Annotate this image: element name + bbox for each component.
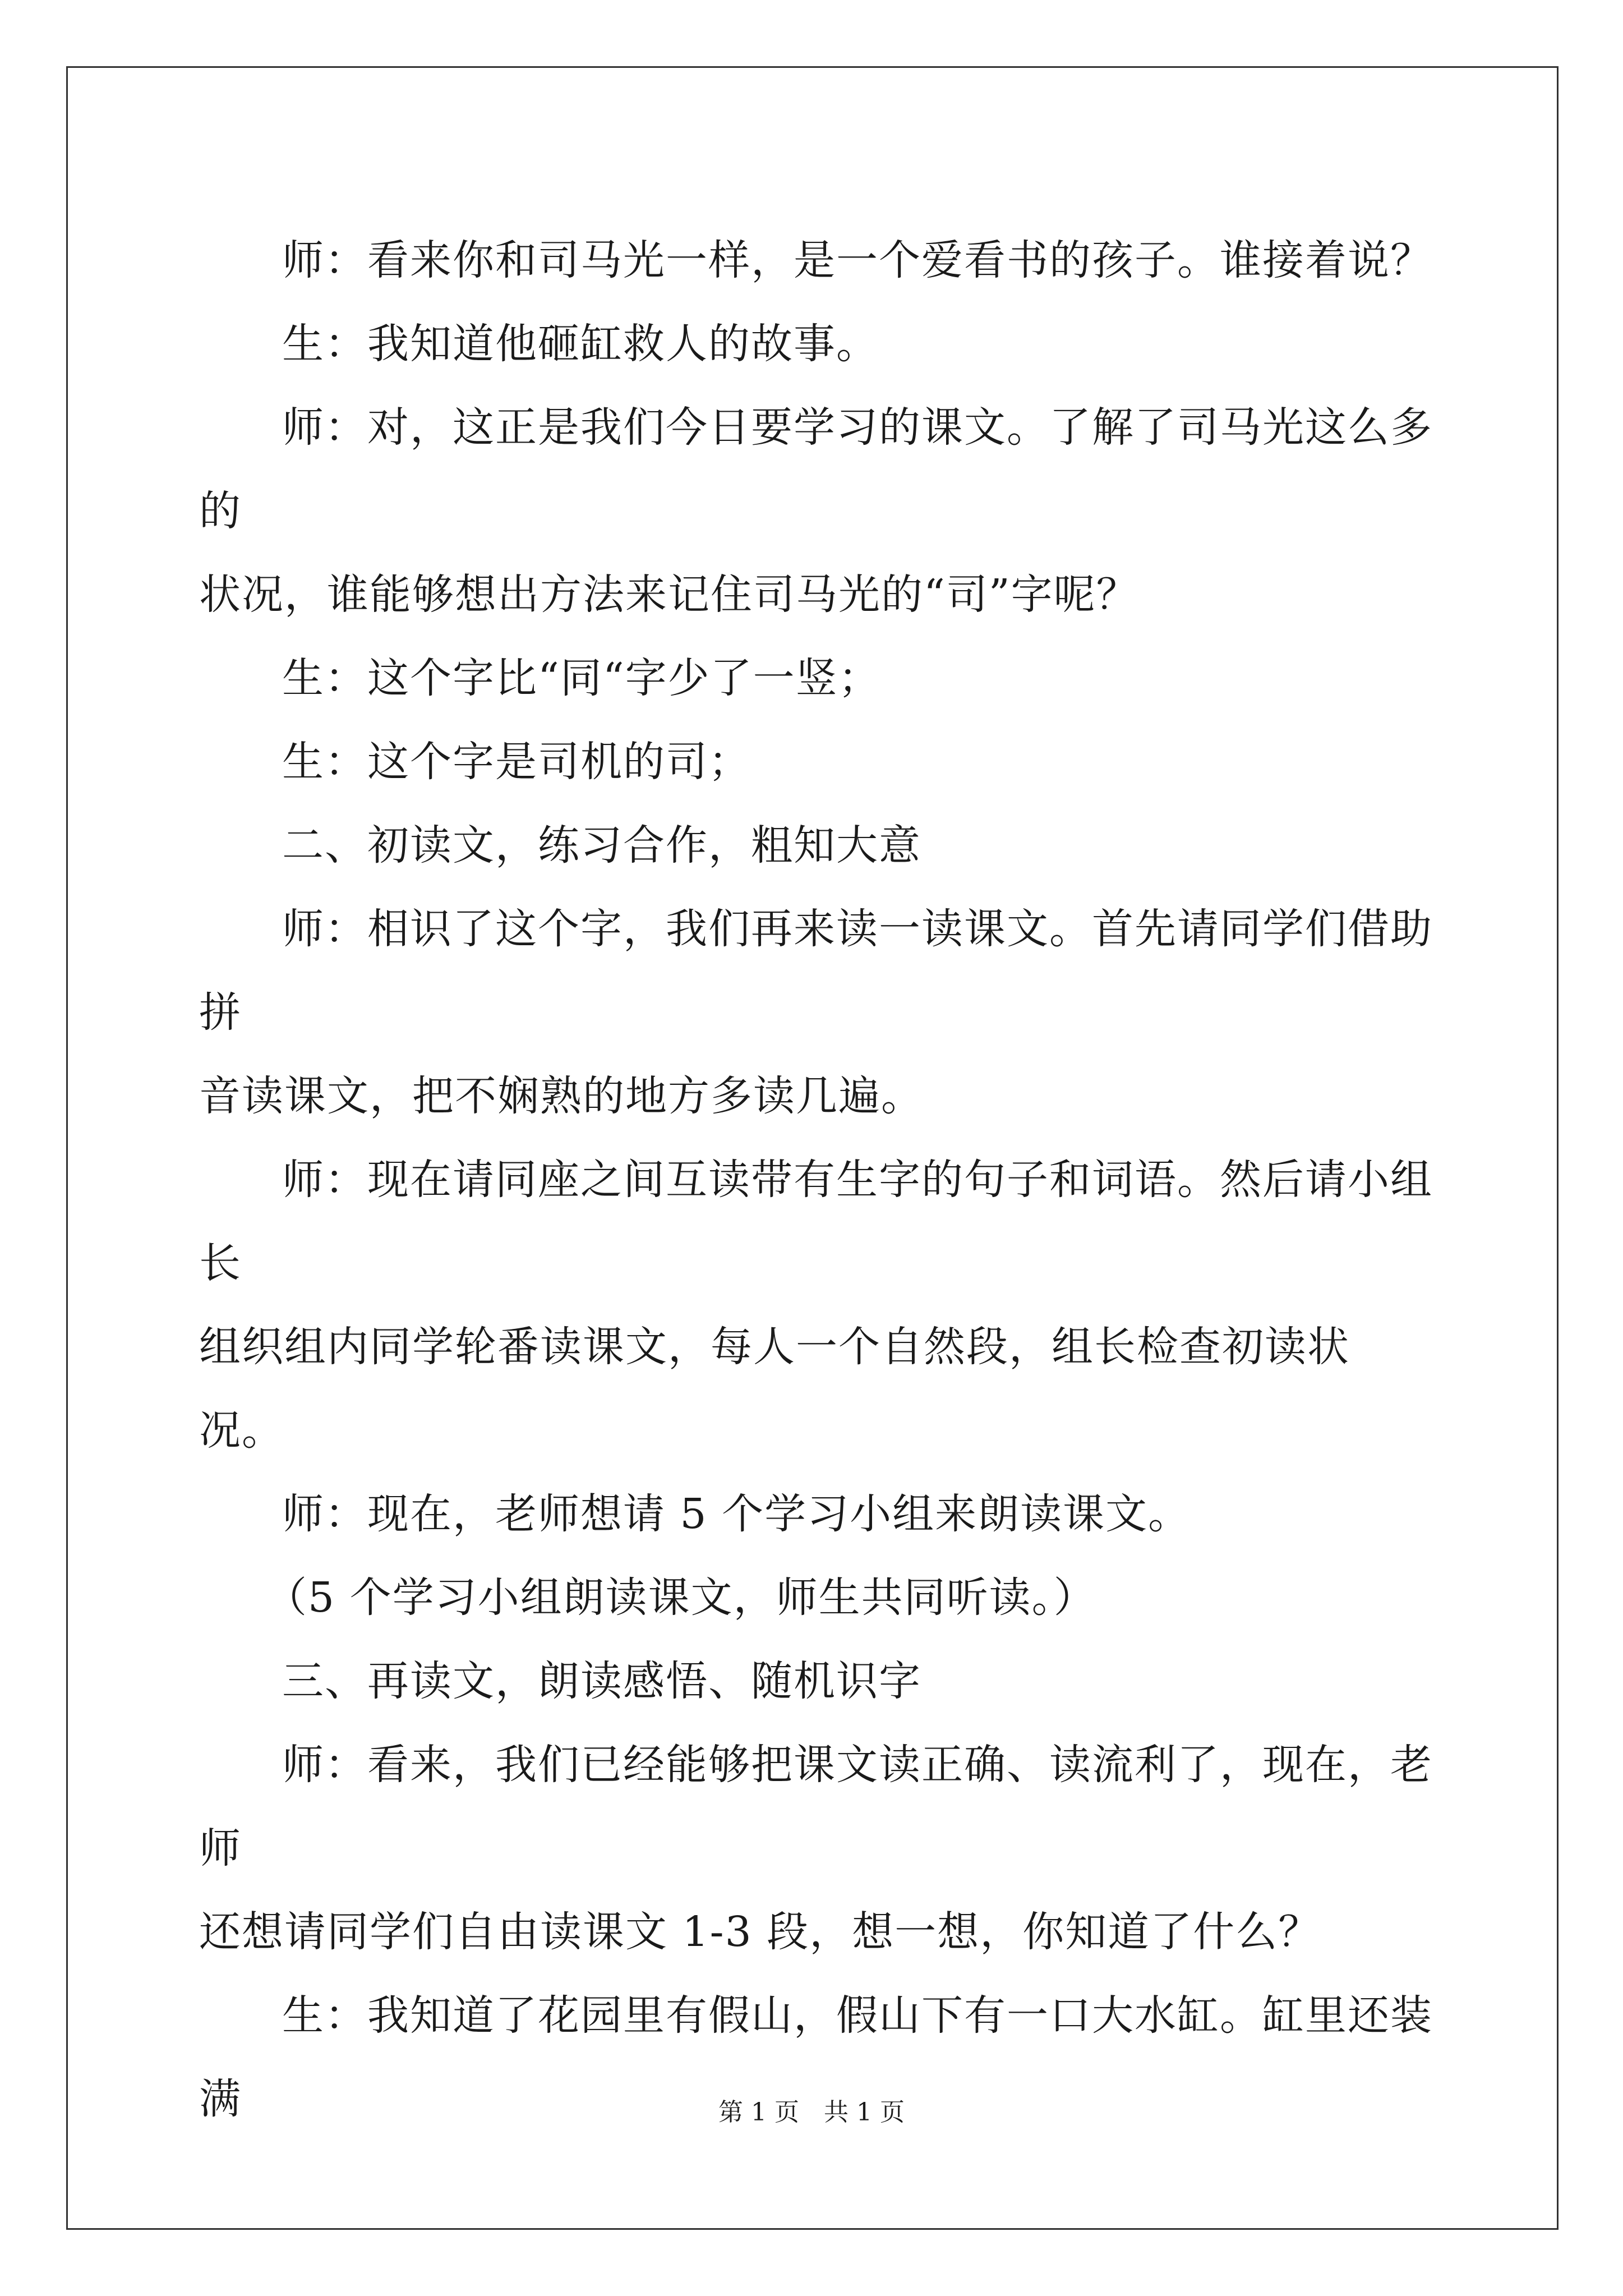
page-footer bbox=[0, 2096, 1623, 2129]
section-heading: 三、再读文，朗读感悟、随机识字 bbox=[282, 1657, 921, 1705]
paragraph: 师：现在请同座之间互读带有生字的句子和词语。然后请小组长 bbox=[199, 1156, 1433, 1287]
paragraph: 生：我知道了花园里有假山，假山下有一口大水缸。缸里还装满 bbox=[199, 1991, 1433, 2123]
paragraph: 师：对，这正是我们今日要学习的课文。了解了司马光这么多的 bbox=[199, 403, 1433, 535]
paragraph: 师：看来，我们已经能够把课文读正确、读流利了，现在，老师 bbox=[199, 1741, 1433, 1872]
paragraph: 状况，谁能够想出方法来记住司马光的“司”字呢？ bbox=[199, 570, 1139, 619]
paragraph: 音读课文，把不娴熟的地方多读几遍。 bbox=[199, 1072, 924, 1120]
page-number-label: 第 1 页 共 1 页 bbox=[718, 2098, 905, 2127]
paragraph: （5 个学习小组朗读课文，师生共同听读。） bbox=[265, 1573, 1096, 1622]
paragraph: 生：这个字比“同“字少了一竖； bbox=[282, 654, 881, 702]
paragraph: 还想请同学们自由读课文 1-3 段，想一想，你知道了什么？ bbox=[199, 1908, 1321, 1956]
section-heading: 二、初读文，练习合作，粗知大意 bbox=[282, 821, 921, 869]
paragraph: 生：这个字是司机的司； bbox=[282, 738, 751, 786]
paragraph: 师：现在，老师想请 5 个学习小组来朗读课文。 bbox=[282, 1490, 1191, 1538]
paragraph: 师：看来你和司马光一样，是一个爱看书的孩子。谁接着说？ bbox=[282, 236, 1433, 284]
paragraph: 生：我知道他砸缸救人的故事。 bbox=[282, 320, 879, 368]
paragraph: 师：相识了这个字，我们再来读一读课文。首先请同学们借助拼 bbox=[199, 905, 1433, 1037]
document-body bbox=[199, 219, 1433, 2141]
paragraph: 组织组内同学轮番读课文，每人一个自然段，组长检查初读状况。 bbox=[199, 1323, 1350, 1455]
